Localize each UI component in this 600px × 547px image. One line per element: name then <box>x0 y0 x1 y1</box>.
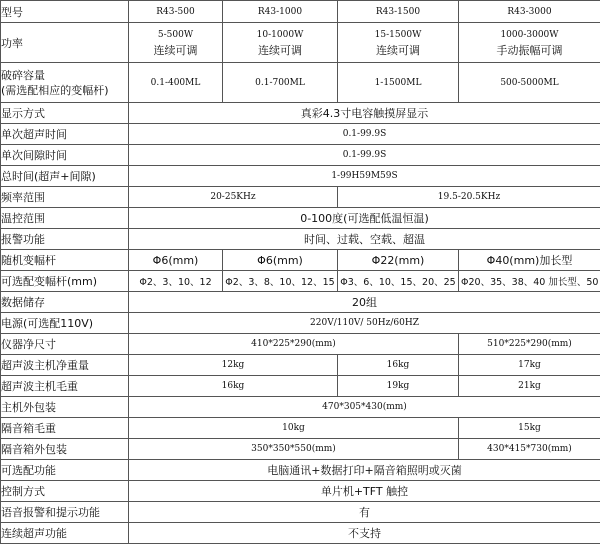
table-cell: 0.1-99.9S <box>129 124 600 145</box>
table-cell: 430*415*730(mm) <box>459 439 600 460</box>
table-cell: Φ40(mm)加长型 <box>459 250 600 271</box>
row-label: 显示方式 <box>1 103 129 124</box>
table-cell: 12kg <box>129 355 338 376</box>
table-row-optional-horn <box>1 271 600 292</box>
row-label: 频率范围 <box>1 187 129 208</box>
table-cell: Φ2、3、8、10、12、15 <box>223 271 338 292</box>
table-cell: 5-500W 连续可调 <box>129 23 223 63</box>
row-label: 电源(可选配110V) <box>1 313 129 334</box>
table-cell: 16kg <box>338 355 459 376</box>
row-label: 功率 <box>1 23 129 63</box>
row-label: 总时间(超声+间隙) <box>1 166 129 187</box>
table-row-single-ultra <box>1 124 600 145</box>
table-cell: 1000-3000W 手动振幅可调 <box>459 23 600 63</box>
row-label: 温控范围 <box>1 208 129 229</box>
table-cell: 有 <box>129 502 600 523</box>
table-row-storage <box>1 292 600 313</box>
row-label: 型号 <box>1 1 129 23</box>
table-row-gross-weight <box>1 376 600 397</box>
table-row-control <box>1 481 600 502</box>
table-cell: 10-1000W 连续可调 <box>223 23 338 63</box>
table-row-outer-pack <box>1 397 600 418</box>
table-cell: 真彩4.3寸电容触摸屏显示 <box>129 103 600 124</box>
row-label: 超声波主机净重量 <box>1 355 129 376</box>
table-row-freq <box>1 187 600 208</box>
table-cell: 20组 <box>129 292 600 313</box>
row-label: 超声波主机毛重 <box>1 376 129 397</box>
table-cell: 17kg <box>459 355 600 376</box>
table-cell: R43-1500 <box>338 1 459 23</box>
table-cell: 15kg <box>459 418 600 439</box>
table-row-size <box>1 334 600 355</box>
table-row-model <box>1 1 600 23</box>
table-cell: 1-99H59M59S <box>129 166 600 187</box>
table-cell: 15-1500W 连续可调 <box>338 23 459 63</box>
table-row-horn <box>1 250 600 271</box>
row-label: 数据储存 <box>1 292 129 313</box>
table-row-continuous <box>1 523 600 544</box>
table-cell: 1-1500ML <box>338 63 459 103</box>
table-cell: Φ6(mm) <box>129 250 223 271</box>
table-row-voice <box>1 502 600 523</box>
table-row-net-weight <box>1 355 600 376</box>
table-cell: 电脑通讯+数据打印+隔音箱照明或灭菌 <box>129 460 600 481</box>
table-cell: R43-3000 <box>459 1 600 23</box>
table-cell: Φ22(mm) <box>338 250 459 271</box>
table-cell: Φ20、35、38、40 加长型、50 <box>459 271 600 292</box>
row-label: 可选配功能 <box>1 460 129 481</box>
row-label: 隔音箱毛重 <box>1 418 129 439</box>
row-label: 主机外包装 <box>1 397 129 418</box>
table-row-single-gap <box>1 145 600 166</box>
table-row-alarm <box>1 229 600 250</box>
table-cell: Φ6(mm) <box>223 250 338 271</box>
table-row-display <box>1 103 600 124</box>
table-cell: 470*305*430(mm) <box>129 397 600 418</box>
row-label: 单次间隙时间 <box>1 145 129 166</box>
row-label: 控制方式 <box>1 481 129 502</box>
table-row-optional-func <box>1 460 600 481</box>
row-label: 单次超声时间 <box>1 124 129 145</box>
table-row-box-pack <box>1 439 600 460</box>
table-cell: 19.5-20.5KHz <box>338 187 600 208</box>
table-row-power <box>1 23 600 63</box>
table-row-temp <box>1 208 600 229</box>
table-cell: 410*225*290(mm) <box>129 334 459 355</box>
table-cell: R43-500 <box>129 1 223 23</box>
row-label: 语音报警和提示功能 <box>1 502 129 523</box>
table-cell: 10kg <box>129 418 459 439</box>
table-cell: 16kg <box>129 376 338 397</box>
table-row-total-time <box>1 166 600 187</box>
table-cell: 350*350*550(mm) <box>129 439 459 460</box>
table-cell: Φ3、6、10、15、20、25 <box>338 271 459 292</box>
table-cell: 0.1-700ML <box>223 63 338 103</box>
row-label: 可选配变幅杆(mm) <box>1 271 129 292</box>
table-row-box-weight <box>1 418 600 439</box>
row-label: 随机变幅杆 <box>1 250 129 271</box>
table-cell: 不支持 <box>129 523 600 544</box>
row-label: 隔音箱外包装 <box>1 439 129 460</box>
table-cell: 220V/110V/ 50Hz/60HZ <box>129 313 600 334</box>
table-cell: 0-100度(可选配低温恒温) <box>129 208 600 229</box>
table-cell: 500-5000ML <box>459 63 600 103</box>
table-row-capacity <box>1 63 600 103</box>
table-cell: 时间、过载、空载、超温 <box>129 229 600 250</box>
row-label: 报警功能 <box>1 229 129 250</box>
table-cell: 0.1-99.9S <box>129 145 600 166</box>
table-cell: 20-25KHz <box>129 187 338 208</box>
table-cell: 21kg <box>459 376 600 397</box>
table-cell: 19kg <box>338 376 459 397</box>
table-cell: Φ2、3、10、12 <box>129 271 223 292</box>
table-cell: R43-1000 <box>223 1 338 23</box>
row-label: 仪器净尺寸 <box>1 334 129 355</box>
row-label: 破碎容量 (需选配相应的变幅杆) <box>1 63 129 103</box>
table-cell: 510*225*290(mm) <box>459 334 600 355</box>
table-row-power-source <box>1 313 600 334</box>
row-label: 连续超声功能 <box>1 523 129 544</box>
table-cell: 0.1-400ML <box>129 63 223 103</box>
table-cell: 单片机+TFT 触控 <box>129 481 600 502</box>
